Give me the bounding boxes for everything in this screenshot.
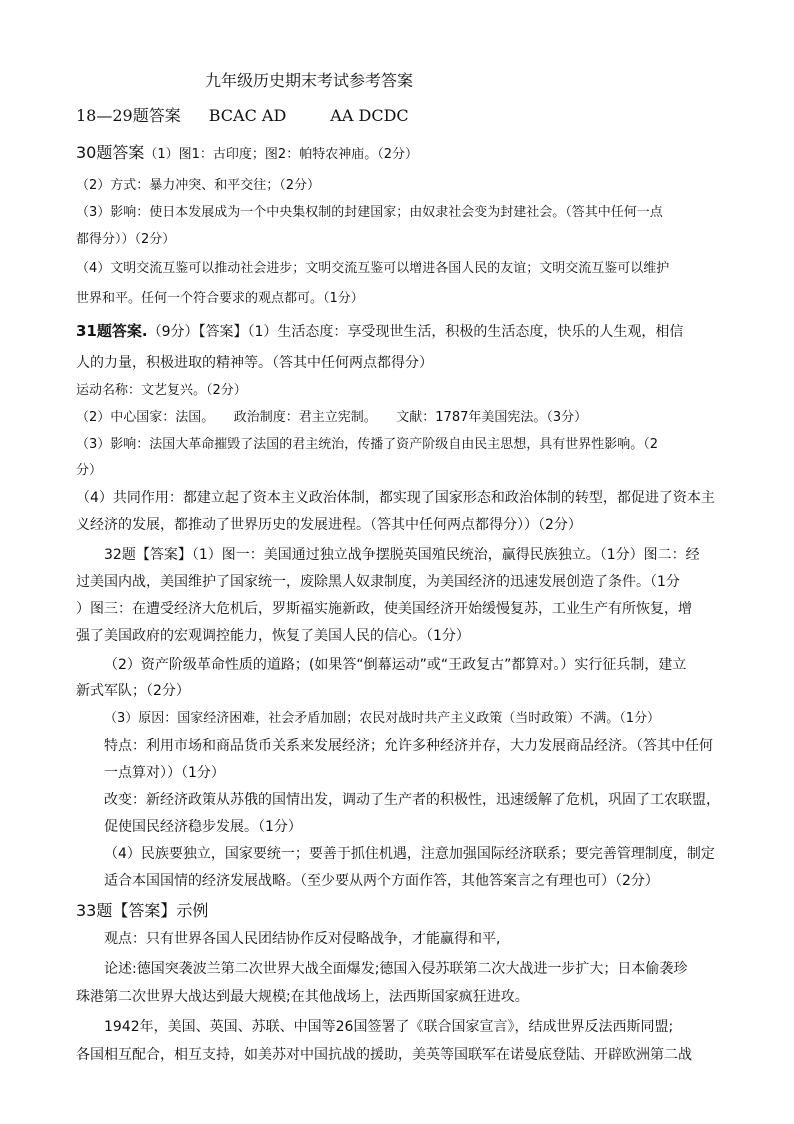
q32-line-1: 32题【答案】（1）图一：美国通过独立战争摆脱英国殖民统治，赢得民族独立。（1分）图二：经 (104, 547, 700, 563)
q32-line-11: 促使国民经济稳步发展。（1分） (104, 819, 302, 835)
q30-line-4: 都得分））（2分） (76, 232, 176, 247)
document-title: 九年级历史期末考试参考答案 (205, 71, 414, 90)
q32-line-8: 特点：利用市场和商品货币关系来发展经济；允许多种经济并存，大力发展商品经济。（答其中任何 (104, 738, 713, 754)
q32-line-10: 改变：新经济政策从苏俄的国情出发，调动了生产者的积极性，迅速缓解了危机，巩固了工农联盟， (104, 792, 720, 808)
q30-line-2: （2）方式：暴力冲突、和平交往；（2分） (76, 178, 321, 193)
mc-answer-line (76, 108, 409, 124)
mc-label: 18—29题答案 (76, 106, 181, 125)
q33-line-1: 观点：只有世界各国人民团结协作反对侵略战争，才能赢得和平, (104, 931, 501, 947)
q33-line-2: 论述:德国突袭波兰第二次世界大战全面爆发;德国入侵苏联第二次大战进一步扩大；日本偷袭珍 (104, 961, 688, 977)
q32-line-2: 过美国内战，美国维护了国家统一，废除黑人奴隶制度，为美国经济的迅速发展创造了条件。（1分 (76, 574, 680, 590)
q32-line-9: 一点算对））（1分） (104, 765, 225, 781)
q31-line-4: （2）中心国家：法国。 政治制度：君主立宪制。 文献：1787年美国宪法。（3分） (76, 410, 588, 425)
q32-line-5: （2）资产阶级革命性质的道路；(如果答“倒幕运动”或“王政复古”都算对。）实行征兵制，建立 (104, 657, 687, 673)
q33-line-3: 珠港第二次世界大战达到最大规模;在其他战场上，法西斯国家疯狂进攻。 (76, 989, 529, 1005)
q32-line-4: 强了美国政府的宏观调控能力，恢复了美国人民的信心。（1分） (76, 628, 470, 644)
q31-line-3: 运动名称：文艺复兴。（2分） (76, 383, 247, 398)
q33-heading: 33题【答案】示例 (76, 901, 209, 920)
q30-line-6: 世界和平。任何一个符合要求的观点都可。（1分） (76, 291, 364, 306)
q31-line-5: （3）影响：法国大革命摧毁了法国的君主统治，传播了资产阶级自由民主思想，具有世界性影响。（2 (76, 437, 659, 452)
q32-line-3: ）图三：在遭受经济大危机后，罗斯福实施新政，使美国经济开始缓慢复苏，工业生产有所恢复，增 (76, 601, 692, 617)
q31-heading: 31题答案. (76, 322, 148, 340)
q31-line-1: 31题答案.（9分）【答案】（1）生活态度：享受现世生活，积极的生活态度，快乐的人生观，相信 (76, 322, 684, 340)
mc-group-2: AA DCDC (330, 106, 409, 125)
q31-line-7: （4）共同作用：都建立起了资本主义政治体制，都实现了国家形态和政治体制的转型，都促进了资本主 (76, 490, 715, 506)
q31-line-8: 义经济的发展，都推动了世界历史的发展进程。（答其中任何两点都得分））（2分） (76, 517, 582, 533)
q33-line-4: 1942年，美国、英国、苏联、中国等26国签署了《联合国家宣言》，结成世界反法西斯同盟; (104, 1019, 674, 1035)
q30-line-1: 30题答案（1）图1：古印度；图2：帕特农神庙。（2分） (76, 143, 418, 162)
mc-group-1: BCAC AD (208, 106, 287, 125)
q32-line-7: （3）原因：国家经济困难，社会矛盾加剧；农民对战时共产主义政策（当时政策）不满。（1分） (104, 711, 661, 726)
q32-line-13: 适合本国国情的经济发展战略。（至少要从两个方面作答，其他答案言之有理也可）（2分） (104, 873, 659, 889)
q30-line-3: （3）影响：使日本发展成为一个中央集权制的封建国家；由奴隶社会变为封建社会。（答其中任何一点 (76, 205, 663, 220)
q32-line-12: （4）民族要独立，国家要统一；要善于抓住机遇，注意加强国际经济联系；要完善管理制度，制定 (104, 846, 715, 862)
q32-line-6: 新式军队；（2分） (76, 683, 190, 699)
q33-line-5: 各国相互配合，相互支持，如美苏对中国抗战的援助，美英等国联军在诺曼底登陆、开辟欧洲第二战 (76, 1047, 692, 1063)
q30-line-5: （4）文明交流互鉴可以推动社会进步；文明交流互鉴可以增进各国人民的友谊；文明交流互鉴可以维护 (76, 261, 670, 276)
q31-line-2: 人的力量，积极进取的精神等。（答其中任何两点都得分） (76, 355, 433, 371)
q31-line-6: 分） (76, 463, 103, 478)
q30-heading: 30题答案 (76, 143, 145, 162)
